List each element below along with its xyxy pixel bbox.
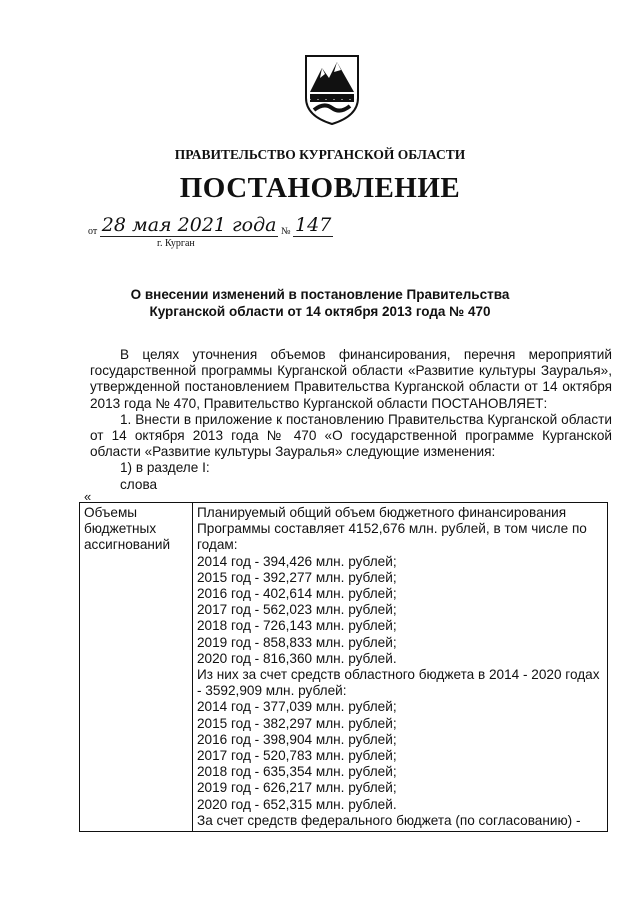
city-label: г. Курган [157, 238, 195, 249]
table-line: 2016 год - 398,904 млн. рублей; [197, 731, 397, 747]
document-type-title: ПОСТАНОВЛЕНИЕ [179, 172, 461, 204]
resolution-subject [0, 286, 640, 320]
table-line: 2014 год - 394,426 млн. рублей; [197, 553, 397, 569]
table-line: 2016 год - 402,614 млн. рублей; [197, 586, 397, 602]
table-line: 2014 год - 377,039 млн. рублей; [197, 699, 397, 715]
subject-line-2: Курганской области от 14 октября 2013 года № 470 [149, 304, 491, 319]
resolution-body [90, 347, 612, 493]
table-cell-label: Объемы бюджетных ассигнований [80, 503, 193, 832]
table-line: 2018 год - 726,143 млн. рублей; [197, 618, 397, 634]
table-line: 2018 год - 635,354 млн. рублей; [197, 764, 397, 780]
paragraph-item-1: 1. Внести в приложение к постановлению Правительства Курганской области от 14 октября 2013 года № 470 «О государственной программе Курганской области «Развитие культуры Зауралья» следующие изменения: [90, 411, 612, 460]
table-line: 2020 год - 652,315 млн. рублей. [197, 796, 397, 812]
table-line: 2019 год - 626,217 млн. рублей; [197, 780, 397, 796]
table-line: 2017 год - 562,023 млн. рублей; [197, 602, 397, 618]
handwritten-date: 28 мая 2021 года [101, 214, 277, 236]
date-prefix: от [88, 226, 98, 237]
number-prefix: № [280, 226, 291, 237]
table-line: Планируемый общий объем бюджетного финансирования Программы составляет 4152,676 млн. рублей, в том числе по годам: [197, 505, 587, 553]
paragraph-words: слова [120, 476, 158, 492]
table-line: 2015 год - 382,297 млн. рублей; [197, 715, 397, 731]
budget-allocations-table [79, 502, 608, 832]
table-cell-values [193, 503, 608, 832]
date-line [88, 214, 333, 237]
subject-line-1: О внесении изменений в постановление Правительства [130, 287, 510, 302]
table-line: Из них за счет средств областного бюджета в 2014 - 2020 годах - 3592,909 млн. рублей: [197, 667, 600, 699]
opening-quote: « [84, 489, 92, 504]
table-row [80, 503, 608, 832]
table-line: 2019 год - 858,833 млн. рублей; [197, 634, 397, 650]
government-name: ПРАВИТЕЛЬСТВО КУРГАНСКОЙ ОБЛАСТИ [174, 147, 466, 162]
coat-of-arms-icon [302, 52, 362, 126]
paragraph-subitem-1: 1) в разделе I: [120, 460, 210, 476]
table-line: За счет средств федерального бюджета (по согласованию) - [197, 812, 581, 828]
handwritten-number: 147 [295, 214, 332, 236]
table-line: 2015 год - 392,277 млн. рублей; [197, 569, 397, 585]
table-line: 2017 год - 520,783 млн. рублей; [197, 748, 397, 764]
table-line: 2020 год - 816,360 млн. рублей. [197, 650, 397, 666]
paragraph-preamble: В целях уточнения объемов финансирования, перечня мероприятий государственной программы Курганской области «Развитие культуры Зауралья», утвержденной постановлением Правительства Курганской области от 14 октября 2013 года № 470, Правительство Курганской области ПОСТАНОВЛЯЕТ: [90, 347, 612, 411]
